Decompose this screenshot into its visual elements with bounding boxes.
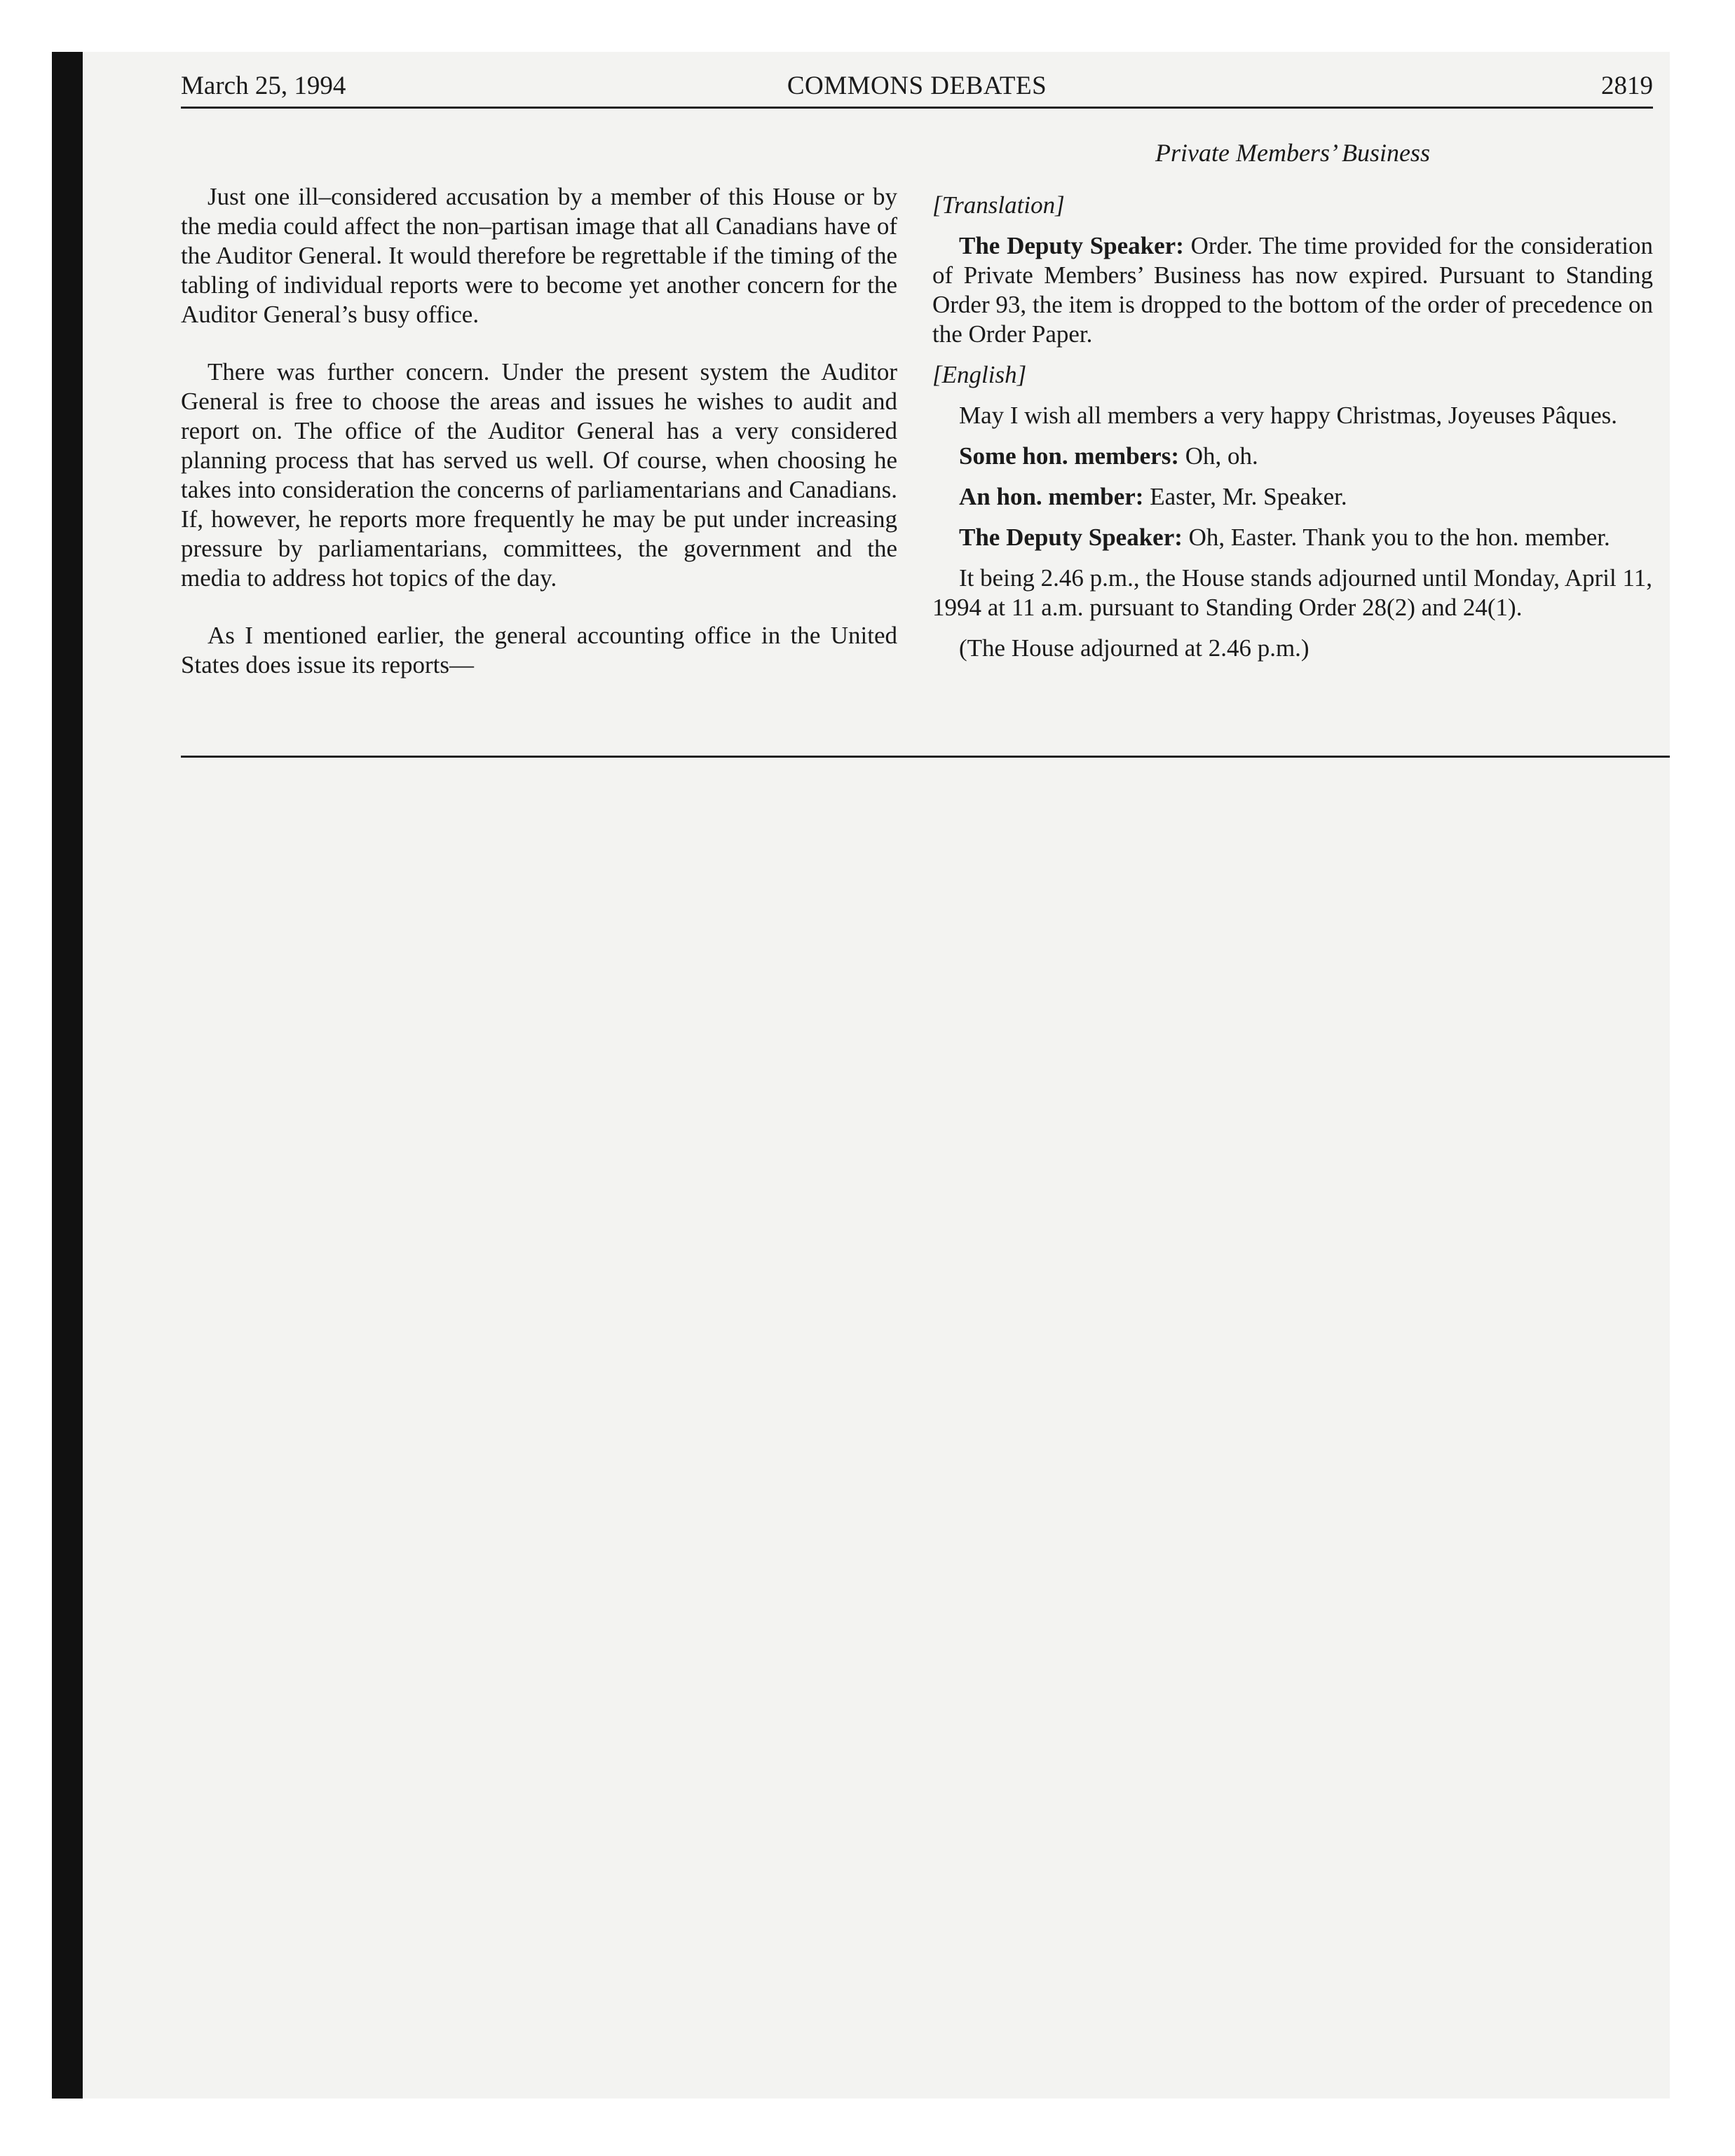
header-page-number: 2819: [1601, 71, 1653, 100]
speech-text: Easter, Mr. Speaker.: [1143, 483, 1347, 510]
translation-tag: [Translation]: [932, 191, 1065, 219]
right-paragraph-5: [932, 523, 1653, 552]
right-paragraph-3: [932, 442, 1653, 471]
header-rule: [181, 107, 1653, 109]
right-paragraph-1: [932, 231, 1653, 349]
speaker-label: The Deputy Speaker:: [959, 232, 1184, 259]
running-head: Private Members’ Business: [1155, 139, 1430, 167]
speech-text: Oh, Easter. Thank you to the hon. member.: [1182, 524, 1610, 551]
left-paragraph-3: As I mentioned earlier, the general accounting office in the United States does issue its reports—: [181, 622, 897, 678]
right-paragraph-2: May I wish all members a very happy Christmas, Joyeuses Pâques.: [959, 402, 1618, 429]
speaker-label: The Deputy Speaker:: [959, 524, 1183, 551]
speech-text: Oh, oh.: [1179, 442, 1258, 470]
right-paragraph-4: [932, 482, 1653, 512]
speaker-label: Some hon. members:: [959, 442, 1179, 470]
section-end-rule: [181, 756, 1670, 758]
left-paragraph-1: Just one ill–considered accusation by a member of this House or by the media could affect the non–partisan image that all Canadians have of the Auditor General. It would therefore be regrettable if the timing of the tabling of individual reports were to become yet another concern for the Auditor General’s busy office.: [181, 183, 897, 328]
page-header: [181, 69, 1653, 104]
scan-edge: [52, 52, 83, 2099]
left-column: [181, 182, 897, 708]
speaker-label: An hon. member:: [959, 483, 1144, 510]
english-tag: [English]: [932, 361, 1027, 388]
header-publication: COMMONS DEBATES: [787, 71, 1047, 100]
header-date: March 25, 1994: [181, 71, 346, 100]
right-paragraph-7: (The House adjourned at 2.46 p.m.): [959, 634, 1309, 662]
speech-text: Order. The time provided for the consideration of Private Members’ Business has now expired. Pursuant to Standing Order 93, the item is dropped to the bottom of the order of precedence on the Order Paper.: [932, 232, 1653, 348]
right-paragraph-6: It being 2.46 p.m., the House stands adjourned until Monday, April 11, 1994 at 11 a.m. pursuant to Standing Order 28(2) and 24(1).: [932, 564, 1652, 621]
left-paragraph-2: There was further concern. Under the present system the Auditor General is free to choose the areas and issues he wishes to audit and report on. The office of the Auditor General has a very considered planning process that has served us well. Of course, when choosing he takes into consideration the concerns of parliamentarians and Canadians. If, however, he reports more frequently he may be put under increasing pressure by parliamentarians, committees, the government and the media to address hot topics of the day.: [181, 358, 897, 592]
right-column: [932, 191, 1653, 674]
